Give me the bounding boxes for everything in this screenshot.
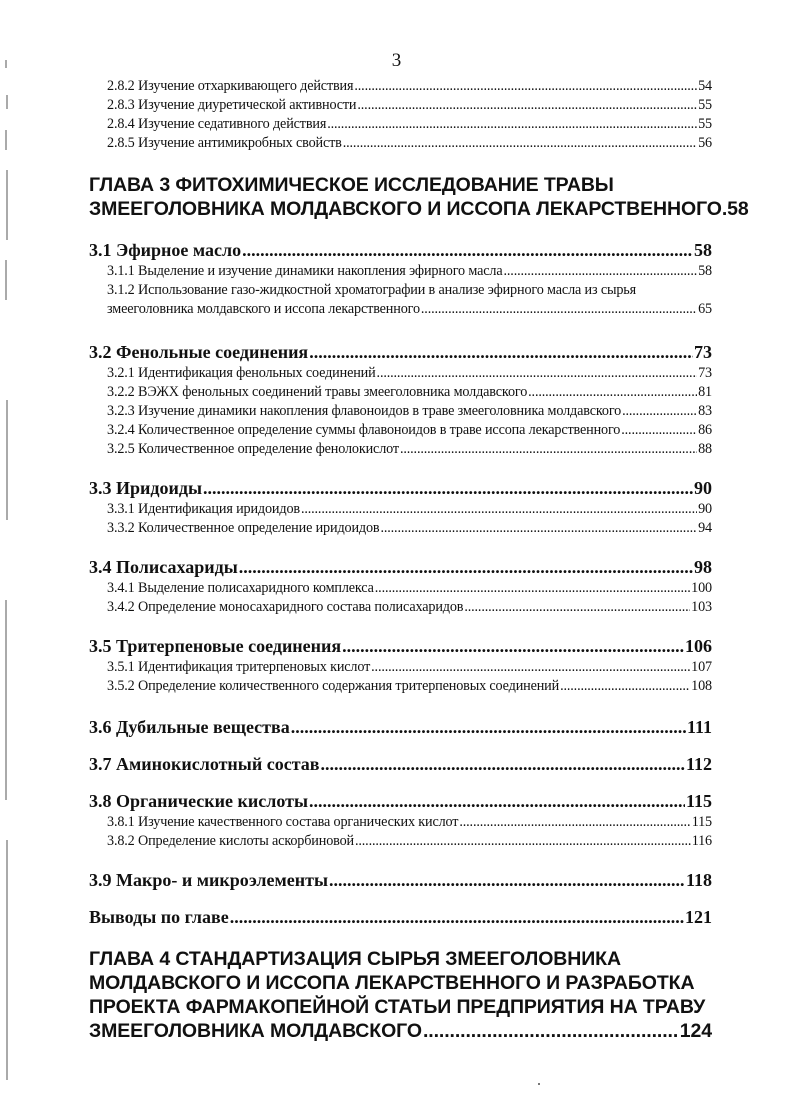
scan-artifact: [538, 1083, 540, 1085]
toc-entry[interactable]: [89, 134, 712, 153]
toc-entry-page: 56: [698, 135, 712, 151]
toc-entry-title: 3.3.2 Количественное определение иридоидов: [107, 520, 380, 536]
toc-entry-title: 3.2.4 Количественное определение суммы флавоноидов в траве иссопа лекарственного: [107, 422, 621, 438]
toc-section-page: 115: [685, 791, 712, 811]
toc-entry-page: 65: [698, 301, 712, 317]
leader-dots: [301, 500, 697, 519]
leader-dots: [343, 134, 697, 153]
leader-dots: [242, 238, 693, 262]
leader-dots: [421, 300, 697, 319]
leader-dots: [375, 579, 690, 598]
toc-section-entry[interactable]: [89, 715, 712, 739]
leader-dots: [230, 905, 684, 929]
leader-dots: [342, 634, 684, 658]
leader-dots: [380, 519, 697, 538]
toc-entry-wrapped[interactable]: [89, 281, 712, 319]
table-of-contents: [89, 77, 749, 1043]
toc-entry[interactable]: [89, 500, 712, 519]
leader-dots: [560, 677, 690, 696]
toc-entry-title: 3.2.2 ВЭЖХ фенольных соединений травы змееголовника молдавского: [107, 384, 528, 400]
toc-entry-title: 2.8.4 Изучение седативного действия: [107, 116, 327, 132]
scan-artifact: [6, 170, 8, 240]
scan-artifact: [5, 600, 7, 800]
leader-dots: [329, 868, 685, 892]
toc-section-title: 3.9 Макро- и микроэлементы: [89, 870, 329, 890]
toc-section-3-8: [89, 789, 712, 851]
toc-entry[interactable]: [89, 364, 712, 383]
toc-entry-title: 2.8.5 Изучение антимикробных свойств: [107, 135, 342, 151]
toc-entry[interactable]: [89, 579, 712, 598]
leader-dots: [327, 115, 697, 134]
toc-section-title: 3.6 Дубильные вещества: [89, 717, 290, 737]
toc-entry-title: 2.8.2 Изучение отхаркивающего действия: [107, 78, 354, 94]
toc-section-page: 90: [694, 478, 712, 498]
toc-entry-page: 83: [698, 403, 712, 419]
toc-section-title: 3.5 Тритерпеновые соединения: [89, 636, 342, 656]
toc-section-3-1: [89, 238, 712, 319]
toc-section-page: 73: [694, 342, 712, 362]
toc-entry-page: 115: [691, 814, 712, 830]
leader-dots: [459, 813, 690, 832]
toc-entry[interactable]: [89, 96, 712, 115]
page-number: 3: [391, 50, 402, 71]
toc-section-page: 111: [686, 717, 712, 737]
toc-entry-page: 103: [691, 599, 712, 615]
toc-section-title: 3.1 Эфирное масло: [89, 240, 242, 260]
leader-dots: [622, 402, 697, 421]
leader-dots: [355, 832, 691, 851]
toc-entry-page: 90: [698, 501, 712, 517]
toc-entry[interactable]: [89, 77, 712, 96]
toc-section-entry[interactable]: [89, 340, 712, 364]
toc-section-page: 118: [685, 870, 712, 890]
leader-dots: [400, 440, 697, 459]
leader-dots: [464, 598, 690, 617]
toc-entry[interactable]: [89, 598, 712, 617]
leader-dots: [309, 789, 685, 813]
toc-entry-title: 3.2.3 Изучение динамики накопления флавоноидов в траве змееголовника молдавского: [107, 403, 622, 419]
chapter-3-heading[interactable]: [89, 173, 749, 221]
toc-entry-page: 94: [698, 520, 712, 536]
leader-dots: [309, 340, 693, 364]
toc-section-page: 106: [685, 636, 712, 656]
toc-entry[interactable]: [89, 402, 712, 421]
toc-section-entry[interactable]: [89, 752, 712, 776]
toc-section-3-4: [89, 555, 712, 617]
toc-entry[interactable]: [89, 262, 712, 281]
toc-entry[interactable]: [89, 832, 712, 851]
toc-entry[interactable]: [89, 421, 712, 440]
toc-entry-title: 3.4.2 Определение моносахаридного состава полисахаридов: [107, 599, 464, 615]
leader-dots: [621, 421, 697, 440]
toc-group-2-8: [89, 77, 712, 153]
toc-entry[interactable]: [89, 115, 712, 134]
toc-entry[interactable]: [89, 658, 712, 677]
toc-section-entry[interactable]: [89, 634, 712, 658]
toc-entry[interactable]: [89, 519, 712, 538]
toc-entry-title-line2-row: [107, 300, 712, 319]
toc-entry-page: 86: [698, 422, 712, 438]
toc-entry[interactable]: [89, 383, 712, 402]
toc-entry-title: 3.2.5 Количественное определение фенолокислот: [107, 441, 399, 457]
leader-dots: [357, 96, 697, 115]
toc-entry-title: 3.1.1 Выделение и изучение динамики накопления эфирного масла: [107, 263, 503, 279]
chapter-heading-line: ПРОЕКТА ФАРМАКОПЕЙНОЙ СТАТЬИ ПРЕДПРИЯТИЯ НА ТРАВУ: [89, 996, 706, 1018]
toc-section-entry[interactable]: [89, 868, 712, 892]
toc-entry-page: 81: [698, 384, 712, 400]
toc-section-title: 3.7 Аминокислотный состав: [89, 754, 320, 774]
toc-entry-page: 108: [691, 678, 712, 694]
chapter-page: 124: [679, 1020, 712, 1042]
toc-section-page: 121: [685, 907, 712, 927]
toc-entry-title: 3.8.2 Определение кислоты аскорбиновой: [107, 833, 354, 849]
toc-entry-title: 3.2.1 Идентификация фенольных соединений: [107, 365, 376, 381]
leader-dots: [354, 77, 697, 96]
toc-entry-title: 3.8.1 Изучение качественного состава органических кислот: [107, 814, 459, 830]
leader-dots: [291, 715, 686, 739]
toc-entry-page: 107: [691, 659, 712, 675]
chapter-heading-line: ГЛАВА 3 ФИТОХИМИЧЕСКОЕ ИССЛЕДОВАНИЕ ТРАВЫ: [89, 174, 614, 196]
toc-entry[interactable]: [89, 677, 712, 696]
toc-entry-page: 55: [698, 116, 712, 132]
leader-dots: [321, 752, 685, 776]
scan-artifact: [5, 260, 7, 300]
toc-section-conclusions: [89, 905, 712, 929]
leader-dots: [423, 1019, 679, 1043]
toc-section-3-3: [89, 476, 712, 538]
toc-section-title: Выводы по главе: [89, 907, 229, 927]
toc-entry-page: 116: [691, 833, 712, 849]
leader-dots: [371, 658, 690, 677]
chapter-heading-line: МОЛДАВСКОГО И ИССОПА ЛЕКАРСТВЕННОГО И РАЗРАБОТКА: [89, 972, 695, 994]
toc-section-page: 58: [694, 240, 712, 260]
toc-section-title: 3.3 Иридоиды: [89, 478, 203, 498]
toc-entry-title: 3.5.2 Определение количественного содержания тритерпеновых соединений: [107, 678, 560, 694]
toc-entry-title: 3.3.1 Идентификация иридоидов: [107, 501, 300, 517]
toc-entry[interactable]: [89, 813, 712, 832]
toc-section-entry[interactable]: [89, 555, 712, 579]
toc-entry-title: 3.5.1 Идентификация тритерпеновых кислот: [107, 659, 371, 675]
chapter-4-heading[interactable]: [89, 947, 712, 1043]
toc-section-3-7: [89, 752, 712, 776]
toc-entry-page: 58: [698, 263, 712, 279]
chapter-heading-line: ГЛАВА 4 СТАНДАРТИЗАЦИЯ СЫРЬЯ ЗМЕЕГОЛОВНИКА: [89, 948, 621, 970]
leader-dots: [203, 476, 693, 500]
scan-artifact: [6, 400, 8, 520]
toc-section-entry[interactable]: [89, 789, 712, 813]
toc-section-title: 3.8 Органические кислоты: [89, 791, 308, 811]
toc-section-3-9: [89, 868, 712, 892]
toc-entry-title-line1: 3.1.2 Использование газо-жидкостной хроматографии в анализе эфирного масла из сырья: [107, 282, 637, 298]
toc-section-entry[interactable]: [89, 238, 712, 262]
leader-dots: [504, 262, 698, 281]
toc-entry-page: 100: [691, 580, 712, 596]
toc-section-3-5: [89, 634, 712, 696]
toc-entry-page: 55: [698, 97, 712, 113]
toc-section-title: 3.4 Полисахариды: [89, 557, 238, 577]
chapter-heading-last-line: [89, 1019, 712, 1043]
toc-entry-title-line2: змееголовника молдавского и иссопа лекарственного: [107, 301, 420, 317]
toc-entry-title: 3.4.1 Выделение полисахаридного комплекса: [107, 580, 374, 596]
toc-section-3-6: [89, 715, 712, 739]
scan-artifact: [5, 60, 7, 68]
toc-section-entry[interactable]: [89, 905, 712, 929]
scan-artifact: [5, 130, 7, 150]
toc-section-title: 3.2 Фенольные соединения: [89, 342, 309, 362]
scan-artifact: [6, 95, 8, 109]
toc-entry-page: 54: [698, 78, 712, 94]
toc-section-3-2: [89, 340, 712, 459]
toc-entry-page: 73: [698, 365, 712, 381]
chapter-heading-line: ЗМЕЕГОЛОВНИКА МОЛДАВСКОГО И ИССОПА ЛЕКАРСТВЕННОГО.58: [89, 198, 749, 220]
toc-section-page: 112: [685, 754, 712, 774]
toc-entry-page: 88: [698, 441, 712, 457]
toc-section-page: 98: [694, 557, 712, 577]
toc-entry[interactable]: [89, 440, 712, 459]
leader-dots: [377, 364, 698, 383]
chapter-heading-line: ЗМЕЕГОЛОВНИКА МОЛДАВСКОГО: [89, 1020, 422, 1042]
toc-section-entry[interactable]: [89, 476, 712, 500]
leader-dots: [528, 383, 697, 402]
leader-dots: [239, 555, 693, 579]
scan-artifact: [6, 840, 8, 1080]
toc-entry-title: 2.8.3 Изучение диуретической активности: [107, 97, 357, 113]
